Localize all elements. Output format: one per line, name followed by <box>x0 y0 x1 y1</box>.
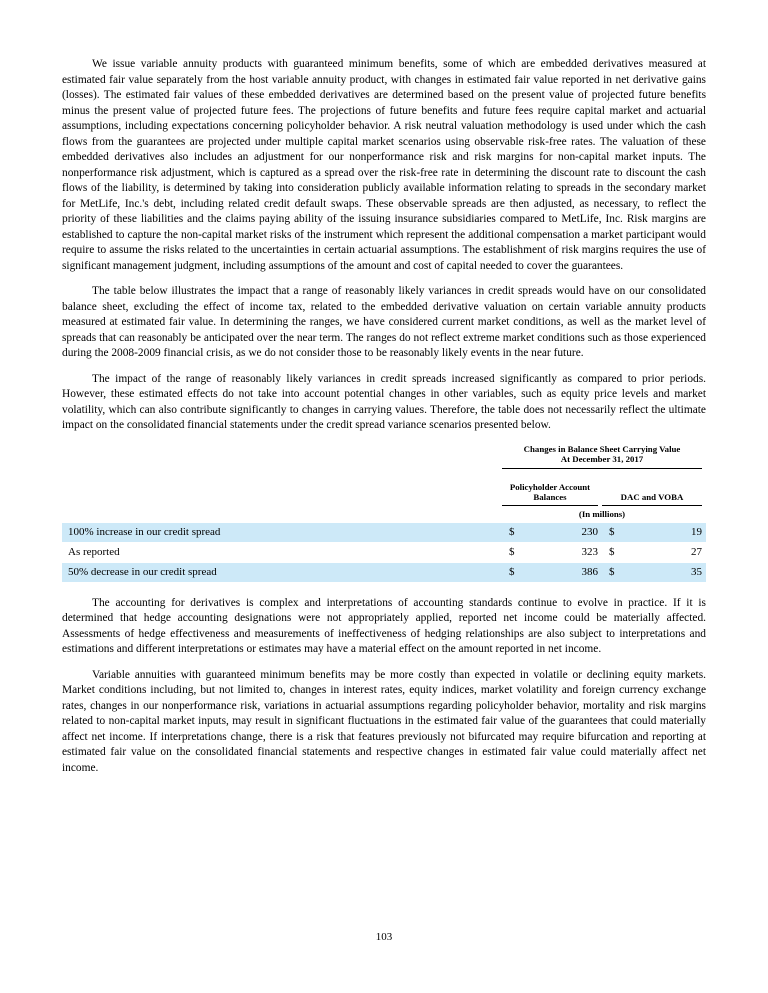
cell-value: 323 <box>581 546 598 558</box>
row-label: As reported <box>68 546 120 558</box>
table-title <box>502 444 702 469</box>
document-body <box>62 57 706 786</box>
column-header-dac-and-voba: DAC and VOBA <box>602 492 702 506</box>
table-row <box>62 543 706 562</box>
currency-symbol: $ <box>609 546 615 558</box>
cell-policyholder-account-balances <box>506 566 602 578</box>
row-label: 100% increase in our credit spread <box>68 526 221 538</box>
cell-dac-and-voba <box>606 526 706 538</box>
cell-dac-and-voba <box>606 546 706 558</box>
paragraph-impact-range: The impact of the range of reasonably likely variances in credit spreads increased significantly as compared to prior periods. However, these estimated effects do not take into account potential changes in other variables, such as equity price levels and market volatility, which can also contribute significantly to changes in carrying values. Therefore, the table does not necessarily reflect the ultimate impact on the consolidated financial statements under the credit spread variance scenarios presented below. <box>62 372 706 431</box>
table-column-headers <box>502 482 702 506</box>
cell-value: 386 <box>581 566 598 578</box>
table-row <box>62 523 706 542</box>
column-header-policyholder-account-balances: Policyholder Account Balances <box>502 482 598 506</box>
row-label: 50% decrease in our credit spread <box>68 566 217 578</box>
cell-policyholder-account-balances <box>506 526 602 538</box>
table-row <box>62 563 706 582</box>
table-title-line2: At December 31, 2017 <box>560 454 644 464</box>
cell-value: 27 <box>691 546 702 558</box>
table-units-note: (In millions) <box>578 508 626 519</box>
credit-spread-table <box>62 444 706 582</box>
paragraph-variable-annuities: Variable annuities with guaranteed minimum benefits may be more costly than expected in volatile or declining equity markets. Market conditions including, but not limited to, changes in interest rates, equity indices, market volatility and foreign currency exchange rates, changes in our nonperformance risk, variations in actuarial assumptions regarding policyholder behavior, mortality and risk margins related to non-capital market inputs, may result in significant fluctuations in the estimated fair value of the guarantees that could materially affect net income. If interpretations change, there is a risk that features previously not bifurcated may require bifurcation and reporting at estimated fair value on the consolidated financial statements and respective changes in estimated fair value could materially affect net income. <box>62 668 706 774</box>
cell-value: 19 <box>691 526 702 538</box>
currency-symbol: $ <box>509 526 515 538</box>
paragraph-table-intro: The table below illustrates the impact that a range of reasonably likely variances in credit spreads would have on our consolidated balance sheet, excluding the effect of income tax, related to the embedded derivative valuation on certain variable annuity products measured at estimated fair value. In determining the ranges, we have considered current market conditions, as well as the market level of spreads that can reasonably be anticipated over the near term. The ranges do not reflect extreme market conditions such as those experienced during the 2008-2009 financial crisis, as we do not consider those to be reasonably likely events in the near future. <box>62 285 706 359</box>
currency-symbol: $ <box>509 546 515 558</box>
paragraph-embedded-derivatives: We issue variable annuity products with guaranteed minimum benefits, some of which are embedded derivatives measured at estimated fair value separately from the host variable annuity product, with changes in estimated fair value reported in net derivative gains (losses). The estimated fair values of these embedded derivatives are determined based on the present value of projected future benefits minus the present value of projected future fees. The projections of future benefits and future fees require capital market and actuarial assumptions, including expectations concerning policyholder behavior. A risk neutral valuation methodology is used under which the cash flows from the guarantees are projected under multiple capital market scenarios using observable risk-free rates. The valuation of these embedded derivatives also includes an adjustment for our nonperformance risk and risk margins for non-capital market inputs. The nonperformance risk adjustment, which is captured as a spread over the risk-free rate in determining the discount rate to discount the cash flows of the liability, is determined by taking into consideration publicly available information relating to spreads in the secondary market for MetLife, Inc.'s debt, including related credit default swaps. These observable spreads are then adjusted, as necessary, to reflect the priority of these liabilities and the claims paying ability of the issuing insurance subsidiaries compared to MetLife, Inc. Risk margins are established to capture the non-capital market risks of the instrument which represent the additional compensation a market participant would require to assume the risks related to the uncertainties in certain actuarial assumptions. The establishment of risk margins requires the use of significant management judgment, including assumptions of the amount and cost of capital needed to cover the guarantees. <box>62 58 706 272</box>
cell-value: 230 <box>581 526 598 538</box>
table-title-line1: Changes in Balance Sheet Carrying Value <box>523 443 681 454</box>
currency-symbol: $ <box>609 526 615 538</box>
cell-policyholder-account-balances <box>506 546 602 558</box>
cell-value: 35 <box>691 566 702 578</box>
currency-symbol: $ <box>609 566 615 578</box>
cell-dac-and-voba <box>606 566 706 578</box>
paragraph-accounting-derivatives: The accounting for derivatives is complex and interpretations of accounting standards continue to evolve in practice. If it is determined that hedge accounting designations were not appropriately applied, reported net income could be materially affected. Assessments of hedge effectiveness and measurements of ineffectiveness of hedging relationships are also subject to interpretations and estimations and different interpretations or estimates may have a material effect on the amount reported in net income. <box>62 596 706 655</box>
page-number: 103 <box>375 931 393 943</box>
currency-symbol: $ <box>509 566 515 578</box>
